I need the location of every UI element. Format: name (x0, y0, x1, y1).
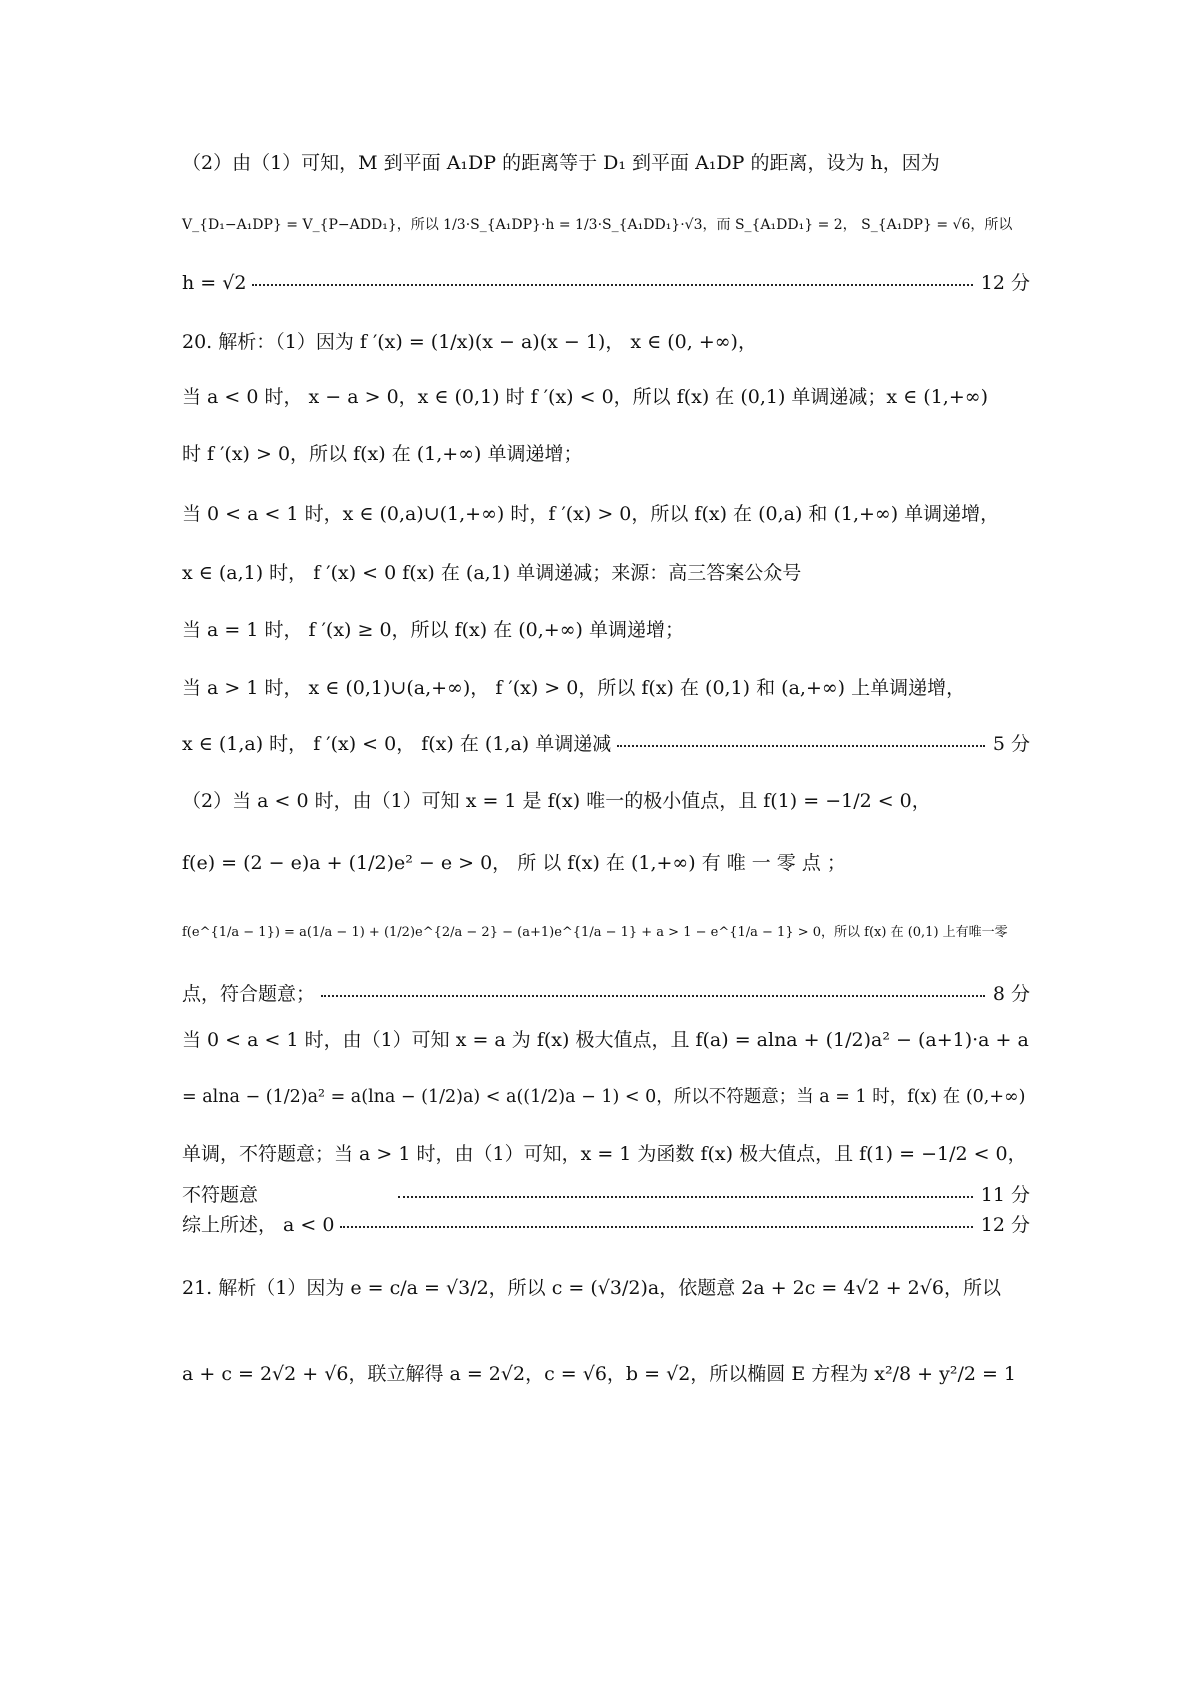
score-label: 11 分 (980, 1184, 1030, 1206)
leader-dots (252, 284, 972, 286)
solution-line (182, 790, 1030, 812)
line-text: 当 a < 0 时， x − a > 0，x ∈ (0,1) 时 f ′(x) < 0，所以 f(x) 在 (0,1) 单调递减；x ∈ (1,+∞) (182, 386, 988, 408)
line-text: 20. 解析：（1）因为 f ′(x) = (1/x)(x − a)(x − 1)， x ∈ (0, +∞)， (182, 331, 757, 353)
leader-dots (340, 1226, 972, 1228)
line-text: = alna − (1/2)a² = a(lna − (1/2)a) < a((1/2)a − 1) < 0，所以不符题意；当 a = 1 时，f(x) 在 (0,+∞) (182, 1087, 1026, 1107)
score-label: 12 分 (980, 1214, 1030, 1236)
solution-line (182, 922, 1030, 944)
solution-line (182, 386, 1030, 408)
solution-line (182, 1086, 1030, 1108)
line-text: 单调，不符题意；当 a > 1 时，由（1）可知，x = 1 为函数 f(x) 极大值点，且 f(1) = −1/2 < 0， (182, 1143, 1027, 1165)
line-text: 时 f ′(x) > 0，所以 f(x) 在 (1,+∞) 单调递增； (182, 443, 583, 465)
line-text: （2）当 a < 0 时，由（1）可知 x = 1 是 f(x) 唯一的极小值点，且 f(1) = −1/2 < 0， (182, 790, 931, 812)
line-text: （2）由（1）可知，M 到平面 A₁DP 的距离等于 D₁ 到平面 A₁DP 的距离，设为 h，因为 (182, 152, 940, 174)
solution-line (182, 1363, 1030, 1385)
leader-dots (321, 995, 985, 997)
line-text: 当 0 < a < 1 时，x ∈ (0,a)∪(1,+∞) 时，f ′(x) > 0，所以 f(x) 在 (0,a) 和 (1,+∞) 单调递增， (182, 503, 1000, 525)
solution-line (182, 1214, 1030, 1236)
line-text: 当 0 < a < 1 时，由（1）可知 x = a 为 f(x) 极大值点，且 f(a) = alna + (1/2)a² − (a+1)·a + a (182, 1029, 1029, 1051)
solution-line (182, 152, 1030, 174)
line-text: 不符题意 (182, 1184, 259, 1206)
solution-line (182, 1184, 1030, 1206)
solution-line (182, 733, 1030, 755)
line-text: x ∈ (1,a) 时， f ′(x) < 0， f(x) 在 (1,a) 单调递减 (182, 733, 612, 755)
solution-line (182, 503, 1030, 525)
line-text: 当 a > 1 时， x ∈ (0,1)∪(a,+∞)， f ′(x) > 0，所以 f(x) 在 (0,1) 和 (a,+∞) 上单调递增， (182, 677, 966, 699)
line-text: 21. 解析（1）因为 e = c/a = √3/2，所以 c = (√3/2)a，依题意 2a + 2c = 4√2 + 2√6，所以 (182, 1277, 1001, 1299)
line-text: 当 a = 1 时， f ′(x) ≥ 0，所以 f(x) 在 (0,+∞) 单调递增； (182, 619, 684, 641)
line-text: 点，符合题意； (182, 983, 316, 1005)
line-text: a + c = 2√2 + √6，联立解得 a = 2√2，c = √6，b = √2，所以椭圆 E 方程为 x²/8 + y²/2 = 1 (182, 1363, 1017, 1385)
score-label: 12 分 (980, 272, 1030, 294)
solution-line (182, 214, 1030, 236)
solution-line (182, 677, 1030, 699)
leader-dots (617, 745, 985, 747)
line-text: V_{D₁−A₁DP} = V_{P−ADD₁}，所以 1/3·S_{A₁DP}·h = 1/3·S_{A₁DD₁}·√3，而 S_{A₁DD₁} = 2， S_{A₁DP} = √6，所以 (182, 217, 1013, 233)
leader-dots (398, 1196, 973, 1198)
solution-line (182, 272, 1030, 294)
score-label: 5 分 (992, 733, 1030, 755)
solution-line (182, 1277, 1030, 1299)
score-label: 8 分 (992, 983, 1030, 1005)
solution-line (182, 852, 1030, 874)
solution-line (182, 562, 1030, 584)
line-text: f(e^{1/a − 1}) = a(1/a − 1) + (1/2)e^{2/a − 2} − (a+1)e^{1/a − 1} + a > 1 − e^{1/a − 1} > 0，所以 f(x) 在 (0,1) 上有唯一零 (182, 925, 1008, 940)
line-text: x ∈ (a,1) 时， f ′(x) < 0 f(x) 在 (a,1) 单调递减；来源：高三答案公众号 (182, 562, 802, 584)
solution-line (182, 331, 1030, 353)
solution-line (182, 1143, 1030, 1165)
line-text: f(e) = (2 − e)a + (1/2)e² − e > 0， 所 以 f(x) 在 (1,+∞) 有 唯 一 零 点 ； (182, 852, 846, 874)
solution-line (182, 619, 1030, 641)
line-text: h = √2 (182, 272, 247, 294)
solution-line (182, 1029, 1030, 1051)
solution-line (182, 443, 1030, 465)
line-text: 综上所述， a < 0 (182, 1214, 335, 1236)
solution-line (182, 983, 1030, 1005)
